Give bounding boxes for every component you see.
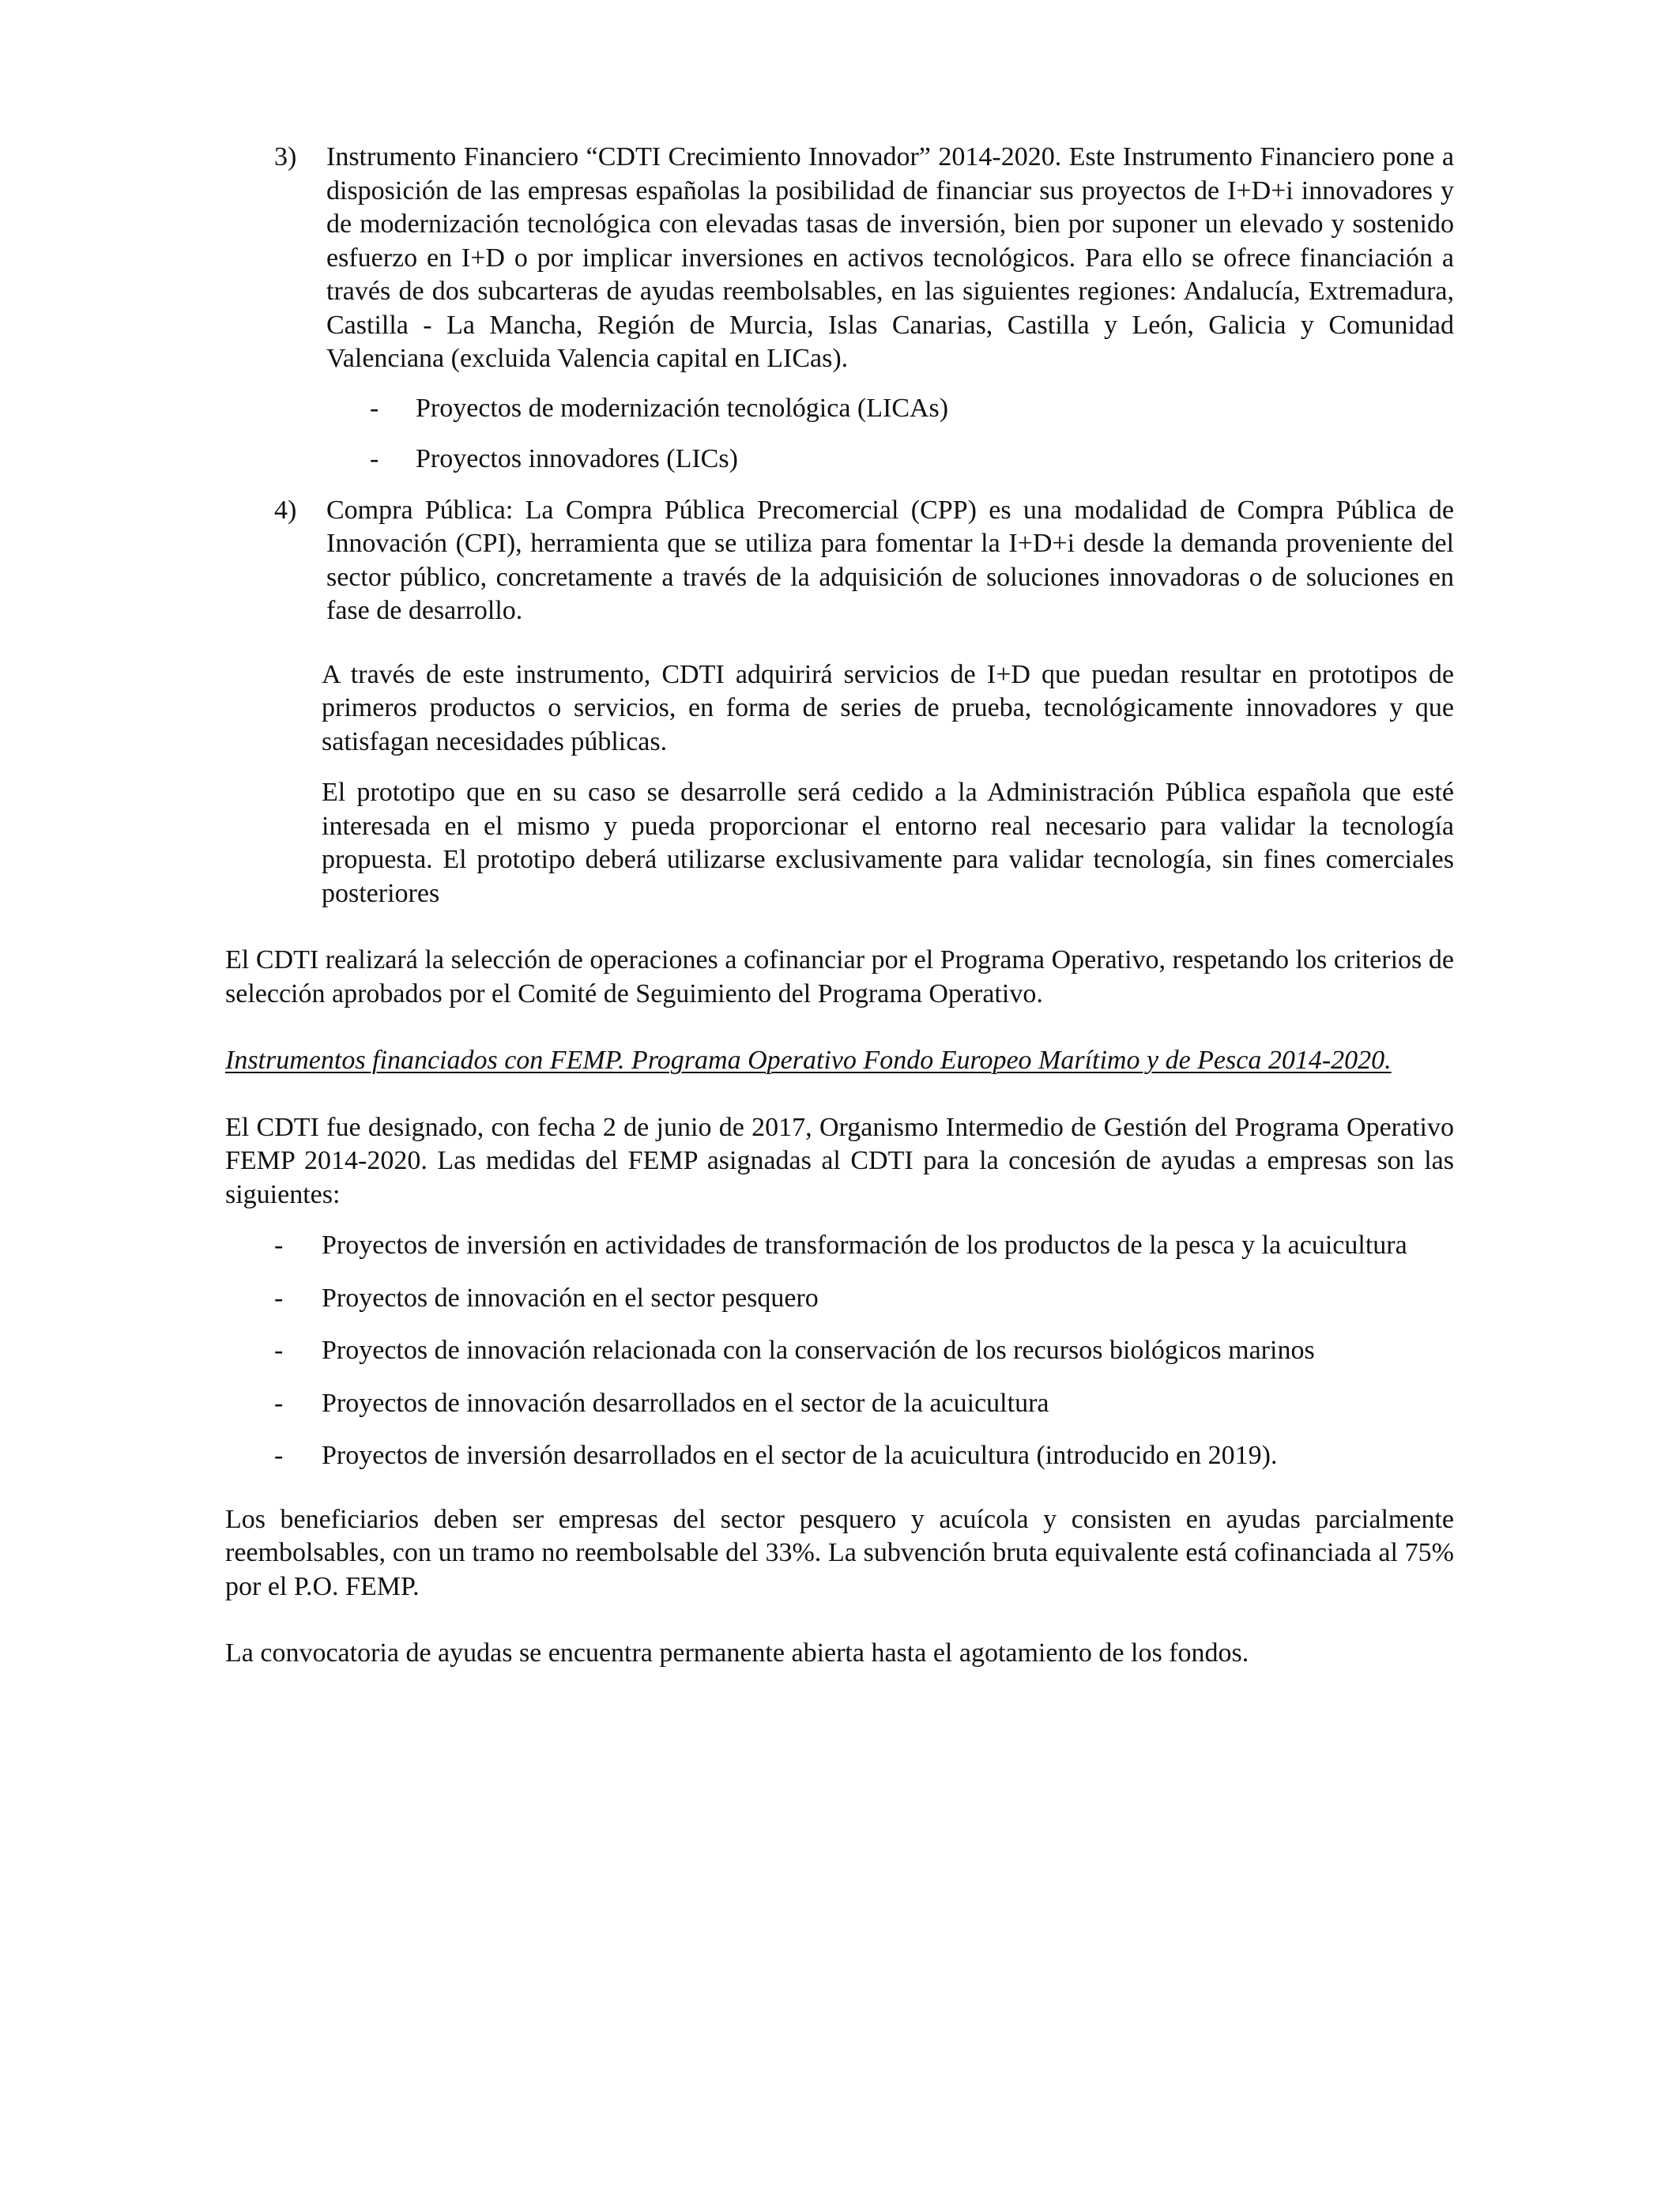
list-item-text: Proyectos de inversión en actividades de transformación de los productos de la pesca y la acuicultura bbox=[322, 1231, 1407, 1260]
paragraph-designado: El CDTI fue designado, con fecha 2 de junio de 2017, Organismo Intermedio de Gestión del Programa Operativo FEMP 2014-2020. Las medidas del FEMP asignadas al CDTI para la concesión de ayudas a empresas son las siguientes: bbox=[225, 1112, 1454, 1209]
item-4-text: Compra Pública: La Compra Pública Precomercial (CPP) es una modalidad de Compra Pública de Innovación (CPI), herramienta que se utiliza para fomentar la I+D+i desde la demanda proveniente del sector público, concretamente a través de la adquisición de soluciones innovadoras o de soluciones en fase de desarrollo. bbox=[326, 495, 1454, 625]
numbered-item-4 bbox=[225, 494, 1454, 628]
femp-measures-list bbox=[225, 1229, 1454, 1473]
dash-bullet: - bbox=[274, 1231, 284, 1260]
paragraph-seleccion: El CDTI realizará la selección de operaciones a cofinanciar por el Programa Operativo, respetando los criterios de selección aprobados por el Comité de Seguimiento del Programa Operativo. bbox=[225, 945, 1454, 1008]
list-item bbox=[274, 1439, 1454, 1473]
list-item-text: Proyectos de innovación desarrollados en el sector de la acuicultura bbox=[322, 1388, 1049, 1418]
item-number: 3) bbox=[274, 142, 297, 172]
list-item-text: Proyectos innovadores (LICs) bbox=[416, 444, 738, 473]
item-4-paragraph-1: A través de este instrumento, CDTI adquirirá servicios de I+D que puedan resultar en prototipos de primeros productos o servicios, en forma de series de prueba, tecnológicamente innovadores y que satisfagan necesidades públicas. bbox=[322, 659, 1454, 756]
list-item bbox=[274, 1282, 1454, 1316]
list-item-text: Proyectos de modernización tecnológica (LICAs) bbox=[416, 393, 949, 423]
dash-bullet: - bbox=[274, 1336, 284, 1365]
item-4-paragraph-2: El prototipo que en su caso se desarrolle será cedido a la Administración Pública española que esté interesada en el mismo y pueda proporcionar el entorno real necesario para validar la tecnología propuesta. El prototipo deberá utilizarse exclusivamente para validar tecnología, sin fines comerciales posteriores bbox=[322, 778, 1454, 908]
list-item bbox=[274, 1229, 1454, 1263]
list-item bbox=[274, 1334, 1454, 1368]
item-3-text: Instrumento Financiero “CDTI Crecimiento Innovador” 2014-2020. Este Instrumento Financiero pone a disposición de las empresas españolas la posibilidad de financiar sus proyectos de I+D+i innovadores y de modernización tecnológica con elevadas tasas de inversión, bien por suponer un elevado y sostenido esfuerzo en I+D o por implicar inversiones en activos tecnológicos. Para ello se ofrece financiación a través de dos subcarteras de ayudas reembolsables, en las siguientes regiones: Andalucía, Extremadura, Castilla - La Mancha, Región de Murcia, Islas Canarias, Castilla y León, Galicia y Comunidad Valenciana (excluida Valencia capital en LICas). bbox=[326, 142, 1454, 373]
item-number: 4) bbox=[274, 495, 297, 525]
list-item-text: Proyectos de innovación relacionada con la conservación de los recursos biológicos marinos bbox=[322, 1336, 1315, 1365]
document-body bbox=[225, 141, 1454, 1671]
list-item bbox=[370, 443, 1454, 477]
dash-bullet: - bbox=[274, 1388, 284, 1418]
section-heading-femp: Instrumentos financiados con FEMP. Programa Operativo Fondo Europeo Marítimo y de Pesca 2014-2020. bbox=[225, 1046, 1392, 1075]
dash-bullet: - bbox=[370, 393, 379, 423]
list-item bbox=[274, 1387, 1454, 1421]
list-item-text: Proyectos de inversión desarrollados en el sector de la acuicultura (introducido en 2019). bbox=[322, 1441, 1278, 1470]
list-item bbox=[370, 392, 1454, 426]
item-3-sublist bbox=[225, 392, 1454, 477]
dash-bullet: - bbox=[274, 1283, 284, 1313]
paragraph-convocatoria: La convocatoria de ayudas se encuentra permanente abierta hasta el agotamiento de los fondos. bbox=[225, 1638, 1249, 1668]
dash-bullet: - bbox=[370, 444, 379, 473]
dash-bullet: - bbox=[274, 1441, 284, 1470]
paragraph-beneficiarios: Los beneficiarios deben ser empresas del sector pesquero y acuícola y consisten en ayudas parcialmente reembolsables, con un tramo no reembolsable del 33%. La subvención bruta equivalente está cofinanciada al 75% por el P.O. FEMP. bbox=[225, 1504, 1454, 1601]
list-item-text: Proyectos de innovación en el sector pesquero bbox=[322, 1283, 819, 1313]
numbered-item-3 bbox=[225, 141, 1454, 376]
